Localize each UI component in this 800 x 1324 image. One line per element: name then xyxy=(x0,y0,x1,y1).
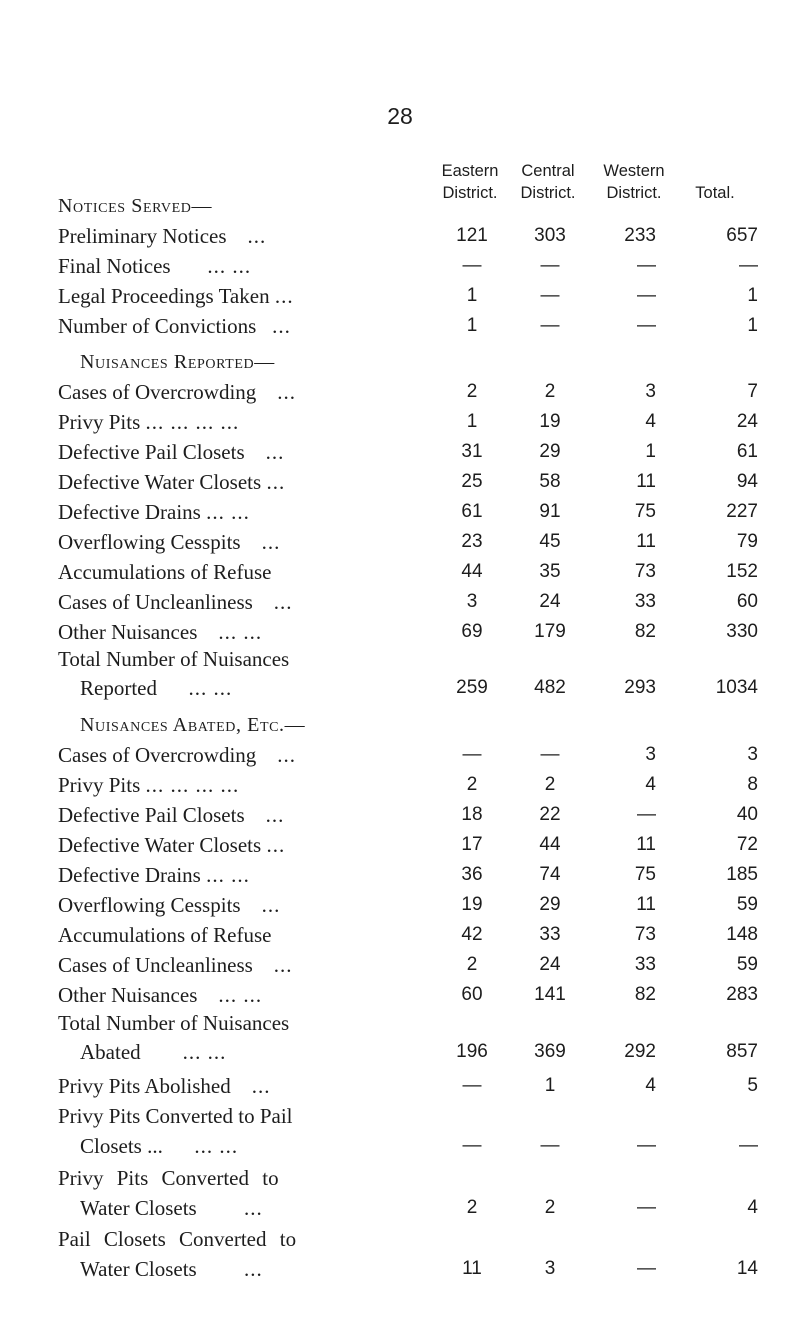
table-row xyxy=(58,281,758,311)
table-row xyxy=(58,860,758,890)
page-number: 28 xyxy=(387,103,413,129)
cell-eastern: 44 xyxy=(461,561,483,582)
cell-central: 74 xyxy=(539,864,561,885)
table-row xyxy=(58,1254,758,1284)
cell-western: 33 xyxy=(634,954,656,975)
row-label: Cases of Overcrowding ... xyxy=(58,380,297,404)
row-label: Privy Pits ... ... ... ... xyxy=(58,773,240,797)
cell-total: 61 xyxy=(736,441,758,462)
row-label: Other Nuisances ... ... xyxy=(58,620,263,644)
table-row xyxy=(58,311,758,341)
cell-eastern: 31 xyxy=(461,441,483,462)
section-heading-nuisances-abated xyxy=(58,710,758,740)
header-western-line-2: District. xyxy=(606,184,662,202)
cell-western: 11 xyxy=(636,894,656,915)
row-label: Privy Pits ... ... ... ... xyxy=(58,410,240,434)
cell-total: 1034 xyxy=(715,677,758,698)
total-label-row xyxy=(58,644,758,674)
table-row xyxy=(58,587,758,617)
cell-western: 292 xyxy=(624,1041,656,1062)
cell-total: 657 xyxy=(726,225,758,246)
table-row xyxy=(58,377,758,407)
table-row xyxy=(58,1193,758,1223)
cell-central: 24 xyxy=(539,954,561,975)
cell-western: 3 xyxy=(645,744,656,765)
cell-western: 3 xyxy=(645,381,656,402)
row-label: Legal Proceedings Taken ... xyxy=(58,284,294,308)
row-label: Cases of Overcrowding ... xyxy=(58,743,297,767)
cell-central: 45 xyxy=(539,531,561,552)
cell-total: 7 xyxy=(747,381,758,402)
cell-total: 857 xyxy=(726,1041,758,1062)
table-row xyxy=(58,830,758,860)
cell-central: — xyxy=(540,315,560,336)
cell-central: 303 xyxy=(534,225,566,246)
cell-eastern: 1 xyxy=(466,285,478,306)
cell-central: 179 xyxy=(534,621,566,642)
cell-western: — xyxy=(637,285,656,306)
row-label: Total Number of Nuisances xyxy=(58,1011,290,1035)
row-label: Abated ... ... xyxy=(80,1040,227,1064)
table-row xyxy=(58,437,758,467)
cell-central: 1 xyxy=(544,1075,556,1096)
table-row xyxy=(58,557,758,587)
table-row xyxy=(58,770,758,800)
cell-eastern: 2 xyxy=(466,381,478,402)
row-label: Accumulations of Refuse xyxy=(58,560,272,584)
row-label: Cases of Uncleanliness ... xyxy=(58,953,293,977)
row-label: Privy Pits Converted to Pail xyxy=(58,1104,293,1128)
row-label: Defective Drains ... ... xyxy=(58,863,250,887)
total-row xyxy=(58,673,758,703)
cell-western: 75 xyxy=(634,864,656,885)
cell-central: 35 xyxy=(539,561,561,582)
cell-central: 22 xyxy=(539,804,561,825)
row-label: Number of Convictions ... xyxy=(58,314,291,338)
table-row xyxy=(58,890,758,920)
table-row-label xyxy=(58,1163,758,1193)
row-label: Defective Pail Closets ... xyxy=(58,803,285,827)
cell-eastern: 259 xyxy=(456,677,488,698)
table-row xyxy=(58,950,758,980)
cell-central: — xyxy=(540,285,560,306)
cell-total: 330 xyxy=(726,621,758,642)
cell-eastern: 42 xyxy=(461,924,483,945)
cell-eastern: — xyxy=(462,1075,482,1096)
row-label: Final Notices ... ... xyxy=(58,254,252,278)
row-label: Accumulations of Refuse xyxy=(58,923,272,947)
table-row xyxy=(58,467,758,497)
cell-western: — xyxy=(637,1258,656,1279)
section-heading-nuisances-reported xyxy=(58,347,758,377)
cell-total: 59 xyxy=(736,954,758,975)
table-row-label xyxy=(58,1224,758,1254)
row-label: Other Nuisances ... ... xyxy=(58,983,263,1007)
cell-central: 2 xyxy=(544,774,556,795)
cell-eastern: — xyxy=(462,1135,482,1156)
section-title: Notices Served— xyxy=(58,195,213,217)
header-eastern-line-1: Eastern xyxy=(441,162,499,180)
cell-central: 19 xyxy=(539,411,561,432)
cell-central: — xyxy=(540,255,560,276)
cell-western: — xyxy=(637,1197,656,1218)
cell-central: 44 xyxy=(539,834,561,855)
cell-eastern: 196 xyxy=(456,1041,488,1062)
cell-eastern: 2 xyxy=(466,954,478,975)
cell-total: 59 xyxy=(736,894,758,915)
cell-total: 1 xyxy=(747,315,758,336)
cell-total: 3 xyxy=(747,744,758,765)
header-eastern-line-2: District. xyxy=(442,184,498,202)
cell-total: — xyxy=(739,255,758,276)
cell-eastern: 61 xyxy=(461,501,483,522)
cell-eastern: 1 xyxy=(466,315,478,336)
cell-total: 1 xyxy=(747,285,758,306)
cell-western: 11 xyxy=(636,471,656,492)
row-label: Privy Pits Converted to xyxy=(58,1166,279,1190)
table-row xyxy=(58,980,758,1010)
cell-central: 33 xyxy=(539,924,561,945)
row-label: Defective Drains ... ... xyxy=(58,500,250,524)
header-central-line-2: District. xyxy=(520,184,576,202)
cell-eastern: 25 xyxy=(461,471,483,492)
cell-eastern: 121 xyxy=(456,225,488,246)
cell-western: 1 xyxy=(645,441,656,462)
cell-central: 2 xyxy=(544,1197,556,1218)
table-row xyxy=(58,497,758,527)
cell-total: 72 xyxy=(736,834,758,855)
table-row-label xyxy=(58,1101,758,1131)
cell-central: — xyxy=(540,1135,560,1156)
cell-western: 33 xyxy=(634,591,656,612)
cell-western: 73 xyxy=(634,924,656,945)
cell-western: 11 xyxy=(636,531,656,552)
cell-central: 369 xyxy=(534,1041,566,1062)
cell-total: 14 xyxy=(736,1258,758,1279)
cell-total: 185 xyxy=(726,864,758,885)
cell-western: 233 xyxy=(624,225,656,246)
cell-western: — xyxy=(637,255,656,276)
row-label: Preliminary Notices ... xyxy=(58,224,267,248)
row-label: Cases of Uncleanliness ... xyxy=(58,590,293,614)
cell-western: 4 xyxy=(645,1075,656,1096)
cell-total: 283 xyxy=(726,984,758,1005)
row-label: Overflowing Cesspits ... xyxy=(58,530,281,554)
cell-total: 4 xyxy=(747,1197,758,1218)
table-row xyxy=(58,617,758,647)
cell-central: 2 xyxy=(544,381,556,402)
cell-eastern: 19 xyxy=(461,894,483,915)
header-western-line-1: Western xyxy=(603,162,665,180)
cell-eastern: 36 xyxy=(461,864,483,885)
cell-western: 4 xyxy=(645,774,656,795)
cell-eastern: 69 xyxy=(461,621,483,642)
row-label: Total Number of Nuisances xyxy=(58,647,290,671)
header-total-label: Total. xyxy=(695,184,735,202)
table-row xyxy=(58,1071,758,1101)
total-label-row xyxy=(58,1008,758,1038)
cell-total: 227 xyxy=(726,501,758,522)
row-label: Pail Closets Converted to xyxy=(58,1227,297,1251)
cell-western: 75 xyxy=(634,501,656,522)
cell-total: 94 xyxy=(736,471,758,492)
section-title: Nuisances Reported— xyxy=(80,351,275,373)
row-label: Reported ... ... xyxy=(80,676,233,700)
row-label: Defective Water Closets ... xyxy=(58,833,286,857)
table-row xyxy=(58,920,758,950)
row-label: Water Closets ... xyxy=(80,1196,263,1220)
cell-central: 482 xyxy=(534,677,566,698)
cell-western: 4 xyxy=(645,411,656,432)
cell-central: 29 xyxy=(539,441,561,462)
cell-central: 141 xyxy=(534,984,566,1005)
table-row xyxy=(58,251,758,281)
row-label: Privy Pits Abolished ... xyxy=(58,1074,271,1098)
cell-total: 148 xyxy=(726,924,758,945)
cell-central: — xyxy=(540,744,560,765)
cell-western: 73 xyxy=(634,561,656,582)
cell-eastern: 3 xyxy=(466,591,478,612)
row-label: Water Closets ... xyxy=(80,1257,263,1281)
table-row xyxy=(58,221,758,251)
cell-western: — xyxy=(637,804,656,825)
section-title: Nuisances Abated, Etc.— xyxy=(80,714,306,736)
cell-eastern: — xyxy=(462,255,482,276)
table-row xyxy=(58,407,758,437)
table-row xyxy=(58,800,758,830)
table-row xyxy=(58,527,758,557)
cell-total: 79 xyxy=(736,531,758,552)
table-row xyxy=(58,740,758,770)
cell-central: 24 xyxy=(539,591,561,612)
cell-total: 8 xyxy=(747,774,758,795)
cell-total: 24 xyxy=(736,411,758,432)
section-heading-notices-served xyxy=(58,191,758,221)
cell-total: 152 xyxy=(726,561,758,582)
cell-eastern: 2 xyxy=(466,774,478,795)
cell-eastern: 17 xyxy=(461,834,483,855)
cell-western: 293 xyxy=(624,677,656,698)
cell-eastern: 11 xyxy=(462,1258,482,1279)
cell-central: 3 xyxy=(544,1258,556,1279)
row-label: Closets ... ... ... xyxy=(80,1134,239,1158)
cell-total: 40 xyxy=(736,804,758,825)
table-row xyxy=(58,1131,758,1161)
cell-total: 5 xyxy=(747,1075,758,1096)
total-row xyxy=(58,1037,758,1067)
cell-eastern: 18 xyxy=(461,804,483,825)
cell-western: — xyxy=(637,1135,656,1156)
cell-total: — xyxy=(739,1135,758,1156)
cell-central: 58 xyxy=(539,471,561,492)
cell-central: 29 xyxy=(539,894,561,915)
row-label: Defective Pail Closets ... xyxy=(58,440,285,464)
cell-western: 11 xyxy=(636,834,656,855)
cell-eastern: 23 xyxy=(461,531,483,552)
row-label: Overflowing Cesspits ... xyxy=(58,893,281,917)
cell-western: 82 xyxy=(634,984,656,1005)
header-central-line-1: Central xyxy=(521,162,575,180)
cell-central: 91 xyxy=(539,501,561,522)
cell-eastern: 60 xyxy=(461,984,483,1005)
cell-eastern: 1 xyxy=(466,411,478,432)
cell-western: 82 xyxy=(634,621,656,642)
cell-eastern: — xyxy=(462,744,482,765)
cell-eastern: 2 xyxy=(466,1197,478,1218)
row-label: Defective Water Closets ... xyxy=(58,470,286,494)
cell-western: — xyxy=(637,315,656,336)
cell-total: 60 xyxy=(736,591,758,612)
